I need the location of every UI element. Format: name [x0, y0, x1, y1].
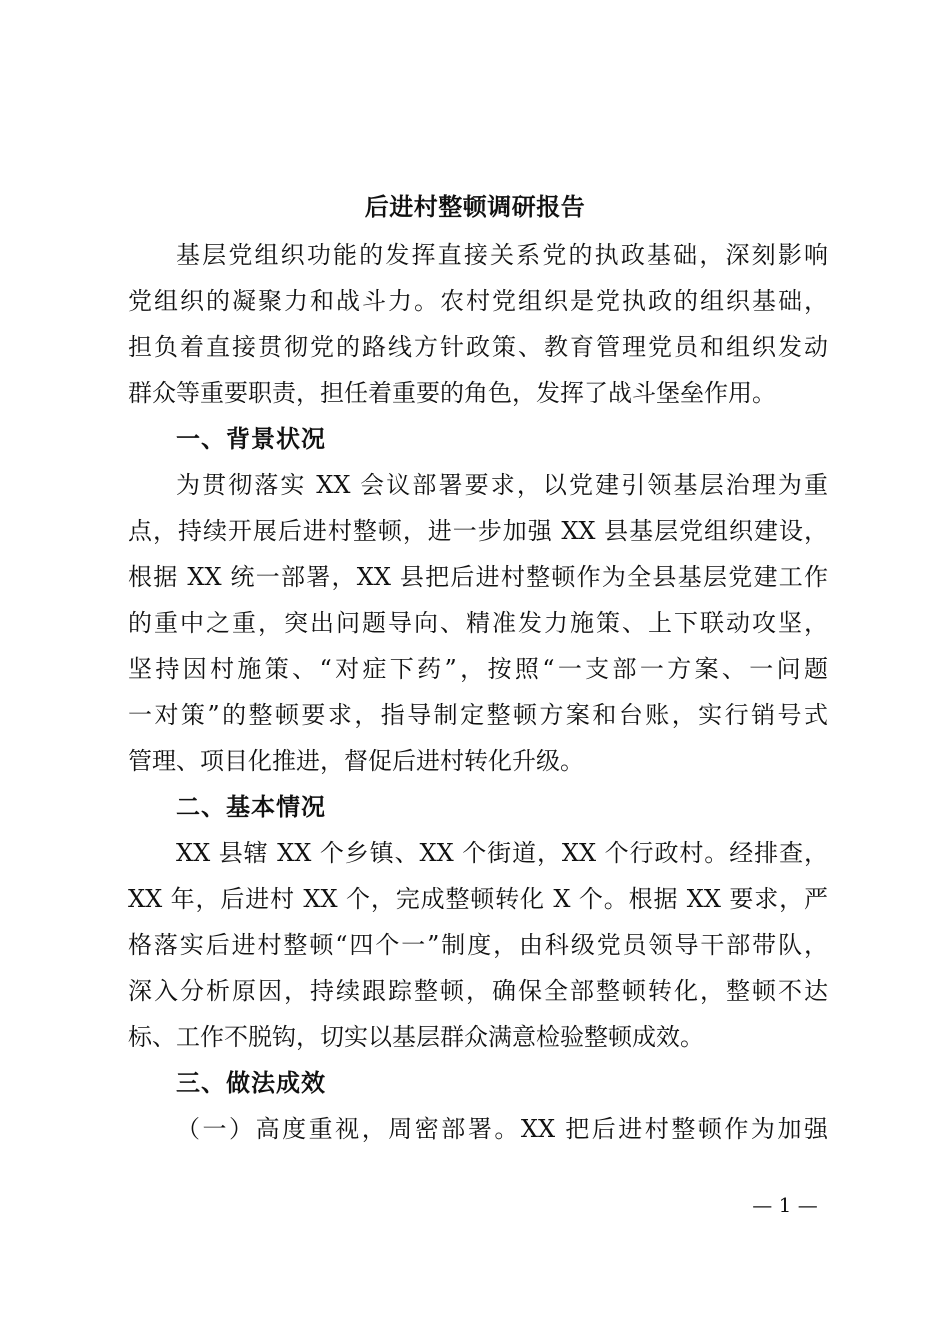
- section1-line-5: 坚持因村施策、“对症下药”，按照“一支部一方案、一问题: [128, 655, 828, 683]
- page-number: — 1 —: [752, 1193, 818, 1217]
- section-heading-basic-situation: 二、基本情况: [176, 792, 326, 821]
- section1-line-4: 的重中之重，突出问题导向、精准发力施策、上下联动攻坚，: [128, 609, 828, 637]
- intro-line-2: 党组织的凝聚力和战斗力。农村党组织是党执政的组织基础，: [128, 287, 828, 315]
- section-heading-background: 一、背景状况: [176, 424, 326, 453]
- document-title: 后进村整顿调研报告: [364, 192, 586, 221]
- section2-line-4: 深入分析原因，持续跟踪整顿，确保全部整顿转化，整顿不达: [128, 977, 828, 1005]
- section2-line-1: XX 县辖 XX 个乡镇、XX 个街道，XX 个行政村。经排查，: [176, 839, 828, 867]
- intro-line-1: 基层党组织功能的发挥直接关系党的执政基础，深刻影响: [176, 241, 828, 269]
- section2-line-2: XX 年，后进村 XX 个，完成整顿转化 X 个。根据 XX 要求，严: [128, 885, 828, 913]
- intro-line-3: 担负着直接贯彻党的路线方针政策、教育管理党员和组织发动: [128, 333, 828, 361]
- section3-line-1: （一）高度重视，周密部署。XX 把后进村整顿作为加强: [176, 1115, 828, 1143]
- section1-line-7: 管理、项目化推进，督促后进村转化升级。: [128, 747, 584, 775]
- section1-line-3: 根据 XX 统一部署，XX 县把后进村整顿作为全县基层党建工作: [128, 563, 828, 591]
- section2-line-3: 格落实后进村整顿“四个一”制度，由科级党员领导干部带队，: [128, 931, 828, 959]
- section1-line-1: 为贯彻落实 XX 会议部署要求，以党建引领基层治理为重: [176, 471, 828, 499]
- section1-line-6: 一对策”的整顿要求，指导制定整顿方案和台账，实行销号式: [128, 701, 828, 729]
- section-heading-methods-results: 三、做法成效: [176, 1068, 326, 1097]
- section2-line-5: 标、工作不脱钩，切实以基层群众满意检验整顿成效。: [128, 1023, 704, 1051]
- intro-line-4: 群众等重要职责，担任着重要的角色，发挥了战斗堡垒作用。: [128, 379, 776, 407]
- section1-line-2: 点，持续开展后进村整顿，进一步加强 XX 县基层党组织建设，: [128, 517, 828, 545]
